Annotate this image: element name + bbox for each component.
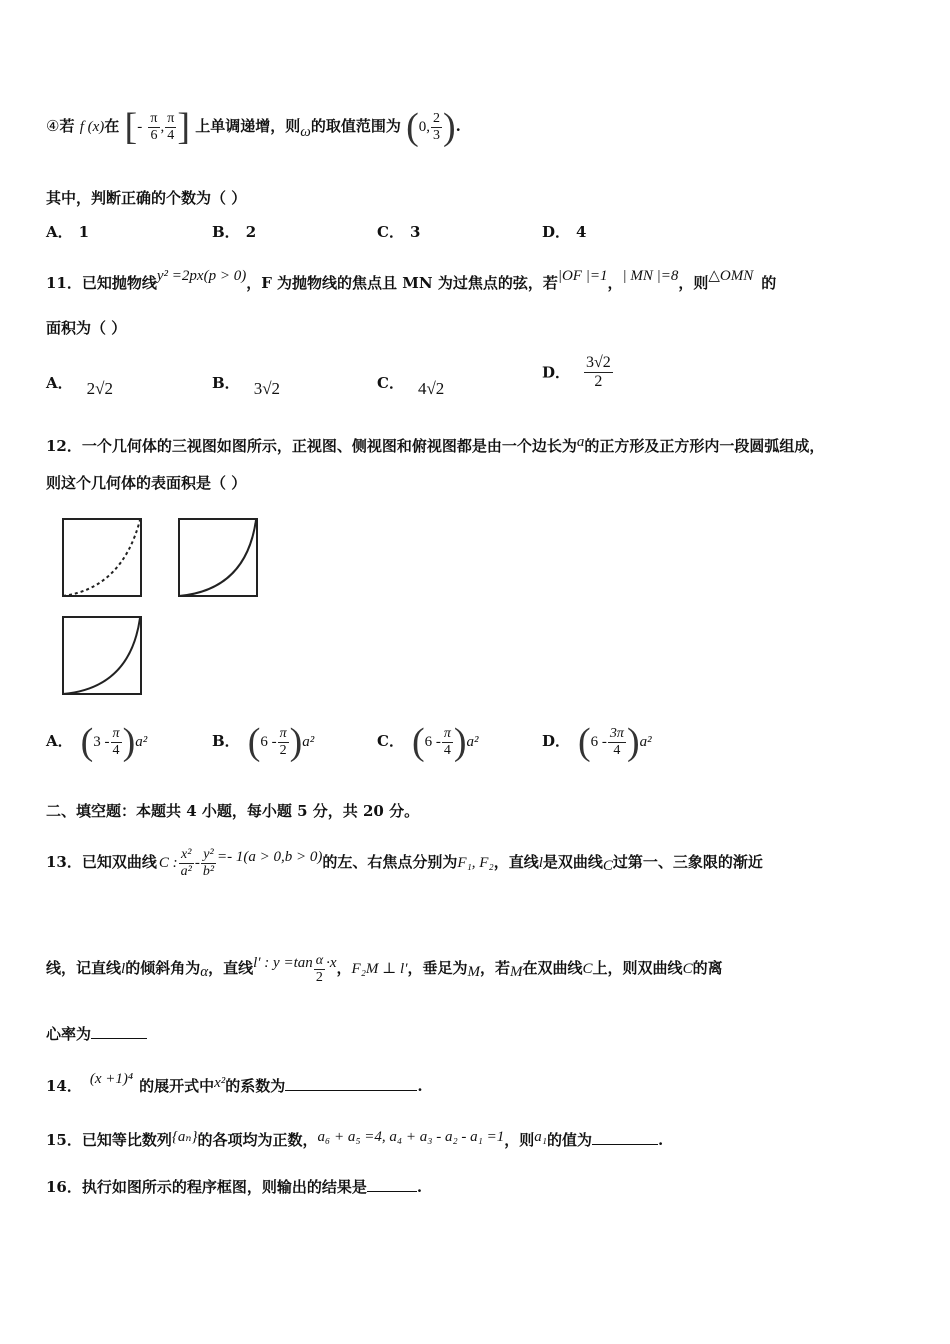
interval-right-bracket: ] bbox=[177, 106, 190, 148]
q13-line-1: 13．已知双曲线 C : $\frac{\text{x²}}{\text{a²}}$ - $\frac{\text{y²}}{\text{b²}}$ =- 1(a > 0,b > 0)的左、右焦点分别为F₁, F₂，直线l是双曲线C过第一、三象限的渐近 bbox=[46, 847, 763, 879]
q13-line-3: 心率为 bbox=[46, 1023, 147, 1044]
q13-answer-blank[interactable] bbox=[91, 1024, 147, 1039]
item-4-text: 上单调递增，则 bbox=[195, 117, 301, 135]
triangle-omn: △OMN bbox=[708, 268, 754, 284]
q11-option-c: C． 4√2 bbox=[377, 374, 445, 398]
q11-option-d: D． $\frac{3√2}{2}$ bbox=[542, 354, 611, 390]
interval-right-fraction: $\frac{\pi}{4}$ bbox=[167, 111, 175, 143]
judge-option-b: B． 2 bbox=[212, 223, 257, 241]
q16-answer-blank[interactable] bbox=[367, 1177, 417, 1192]
omega-symbol: ω bbox=[300, 124, 311, 140]
range-fraction: $\frac{2}{3}$ bbox=[432, 111, 440, 143]
interval-comma: , bbox=[160, 119, 165, 135]
q12-line-2: 则这个几何体的表面积是（ ） bbox=[46, 474, 247, 492]
top-view-arc bbox=[63, 618, 140, 694]
circled-four-marker: ④ bbox=[46, 117, 60, 135]
judge-option-a: A． 1 bbox=[46, 223, 90, 241]
item-4-text: 在 bbox=[104, 117, 120, 135]
top-view-figure bbox=[62, 616, 144, 696]
range-zero: 0, bbox=[418, 119, 430, 135]
item-4-line bbox=[46, 100, 461, 152]
q13-line-2: 线，记直线l的倾斜角为α，直线l′ : y =tan $\frac{\alpha}{2}$ ·x，F₂M ⊥ l′，垂足为M，若M在双曲线C上，则双曲线C的离 bbox=[46, 953, 723, 985]
judge-option-c: C． 3 bbox=[377, 223, 421, 241]
judge-question: 其中，判断正确的个数为（ ） bbox=[46, 189, 247, 207]
sequence-condition: a₆ + a₅ =4, a₄ + a₃ - a₂ - a₁ =1 bbox=[317, 1129, 505, 1145]
q12-option-d: D． (6 - $\frac{3\pi}{4}$ )a² bbox=[542, 721, 652, 763]
parabola-equation: y² =2px(p > 0) bbox=[156, 268, 247, 284]
q16-line: 16．执行如图所示的程序框图，则输出的结果是 . bbox=[46, 1178, 423, 1196]
range-left-paren: ( bbox=[406, 106, 419, 148]
q15-answer-blank[interactable] bbox=[592, 1130, 658, 1145]
side-length-a: a bbox=[576, 434, 585, 450]
foci-f1-f2: F₁, F₂ bbox=[457, 855, 494, 871]
section-2-title: 二、填空题：本题共 4 小题，每小题 5 分，共 20 分。 bbox=[46, 802, 420, 820]
q12-option-a: A． (3 - $\frac{\pi}{4}$ )a² bbox=[46, 721, 148, 763]
sequence-an: {aₙ} bbox=[171, 1129, 198, 1145]
interval-left-bracket: [ bbox=[124, 106, 138, 148]
q14-answer-blank[interactable] bbox=[285, 1076, 417, 1091]
q14-line: 14． (x +1)⁴ 的展开式中x²的系数为 . bbox=[46, 1071, 423, 1095]
front-view-square bbox=[63, 519, 141, 596]
side-view-figure bbox=[178, 518, 260, 598]
q11-option-b: B． 3√2 bbox=[212, 374, 281, 398]
q11-option-a: A． 2√2 bbox=[46, 374, 113, 398]
interval-minus: - bbox=[137, 119, 143, 135]
hyperbola-rhs: =- 1(a > 0,b > 0) bbox=[217, 849, 323, 865]
q11-line-2: 面积为（ ） bbox=[46, 319, 127, 337]
function-fx: f (x) bbox=[79, 119, 105, 135]
q15-line: 15．已知等比数列{aₙ}的各项均为正数，a₆ + a₅ =4, a₄ + a₃ - a₂ - a₁ =1，则a₁的值为 . bbox=[46, 1129, 664, 1149]
binomial-expression: (x +1)⁴ bbox=[89, 1071, 134, 1087]
interval-left-fraction: $\frac{\pi}{6}$ bbox=[150, 111, 158, 143]
mn-length: | MN |=8 bbox=[622, 268, 679, 284]
q12-option-c: C． (6 - $\frac{\pi}{4}$ )a² bbox=[377, 721, 479, 763]
line-l-prime: l′ : y =tan bbox=[253, 955, 313, 971]
item-4-text: 若 bbox=[59, 117, 75, 135]
side-view-arc bbox=[179, 520, 256, 596]
of-length: |OF |=1 bbox=[557, 268, 608, 284]
front-view-dashed-arc bbox=[63, 520, 140, 596]
range-right-paren: ) bbox=[442, 106, 456, 148]
q12-line-1: 12．一个几何体的三视图如图所示，正视图、侧视图和俯视图都是由一个边长为a的正方形及正方形内一段圆弧组成， bbox=[46, 434, 825, 455]
item-4-end: . bbox=[455, 117, 461, 135]
judge-option-d: D． 4 bbox=[542, 223, 587, 241]
front-view-figure bbox=[62, 518, 144, 598]
q12-option-b: B． (6 - $\frac{\pi}{2}$ )a² bbox=[212, 721, 315, 763]
item-4-text: 的取值范围为 bbox=[310, 117, 401, 135]
q11-line-1: 11．已知抛物线y² =2px(p > 0)，F 为抛物线的焦点且 MN 为过焦点的弦，若|OF |=1，| MN |=8，则△OMN 的 bbox=[46, 268, 777, 292]
perpendicular-condition: F₂M ⊥ l′ bbox=[351, 961, 408, 977]
